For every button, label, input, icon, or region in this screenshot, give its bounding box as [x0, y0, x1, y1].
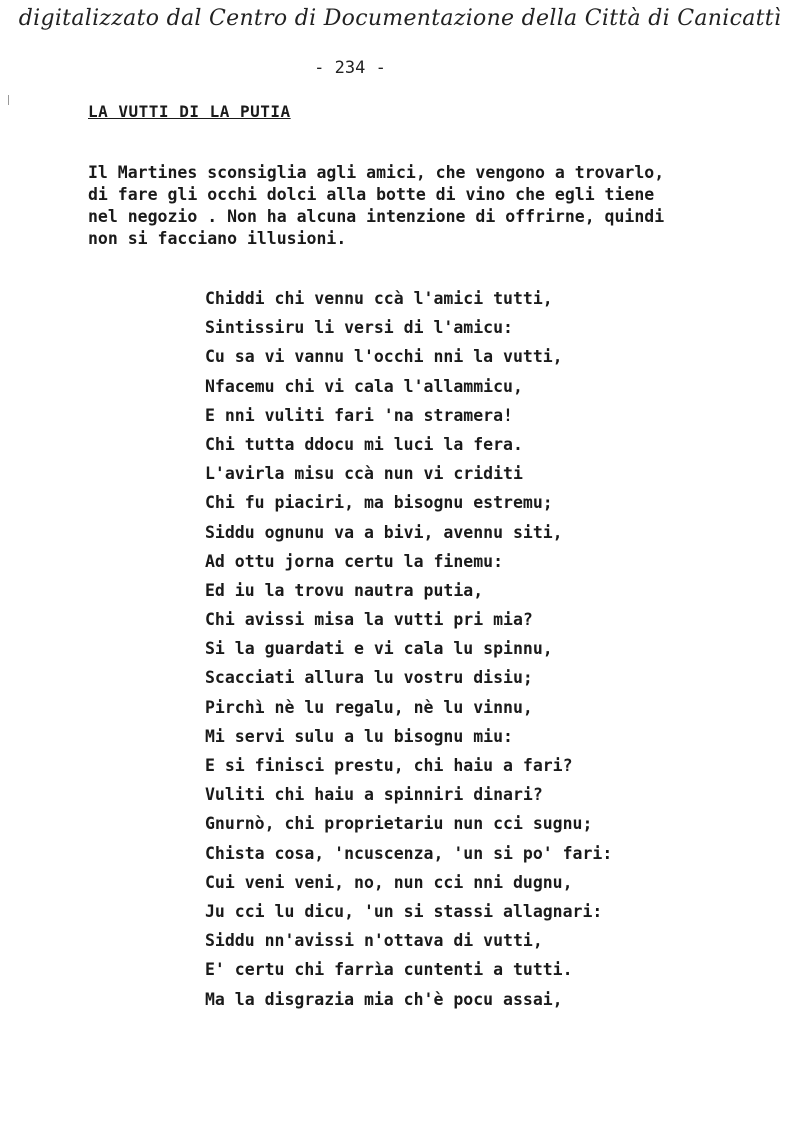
- poem-line: Chiddi chi vennu ccà l'amici tutti,: [205, 289, 553, 308]
- poem-line: Gnurnò, chi proprietariu nun cci sugnu;: [205, 814, 593, 834]
- poem-line: Siddu nn'avissi n'ottava di vutti,: [205, 931, 543, 951]
- poem-line: Vuliti chi haiu a spinniri dinari?: [205, 785, 543, 805]
- page-number: - 234 -: [314, 58, 386, 78]
- poem-line: Ma la disgrazia mia ch'è pocu assai,: [205, 989, 563, 1009]
- poem-line: Si la guardati e vi cala lu spinnu,: [205, 639, 553, 659]
- intro-line: di fare gli occhi dolci alla botte di vino che egli tiene: [88, 185, 655, 204]
- intro-paragraph: [88, 162, 728, 250]
- poem-line: E' certu chi farrìa cuntenti a tutti.: [205, 960, 573, 980]
- poem-line: Pirchì nè lu regalu, nè lu vinnu,: [205, 697, 533, 717]
- poem-line: Mi servi sulu a lu bisognu miu:: [205, 726, 513, 746]
- intro-line: Il Martines sconsiglia agli amici, che vengono a trovarlo,: [88, 163, 665, 182]
- poem-line: Nfacemu chi vi cala l'allammicu,: [205, 376, 523, 396]
- poem-line: Cui veni veni, no, nun cci nni dugnu,: [205, 872, 573, 892]
- poem-line: E nni vuliti fari 'na stramera!: [205, 405, 513, 425]
- poem-body: [205, 284, 705, 1014]
- poem-line: Chista cosa, 'ncuscenza, 'un si po' fari:: [205, 843, 613, 863]
- scan-margin-mark: [8, 95, 9, 105]
- poem-line: L'avirla misu ccà nun vi criditi: [205, 464, 523, 484]
- poem-line: Ad ottu jorna certu la finemu:: [205, 551, 504, 571]
- poem-line: Siddu ognunu va a bivi, avennu siti,: [205, 522, 563, 542]
- poem-line: Ed iu la trovu nautra putia,: [205, 580, 484, 600]
- poem-line: Cu sa vi vannu l'occhi nni la vutti,: [205, 347, 563, 367]
- poem-line: Chi tutta ddocu mi luci la fera.: [205, 434, 523, 454]
- poem-line: Scacciati allura lu vostru disiu;: [205, 668, 533, 688]
- poem-line: Ju cci lu dicu, 'un si stassi allagnari:: [205, 901, 603, 921]
- intro-line: nel negozio . Non ha alcuna intenzione di offrirne, quindi: [88, 207, 665, 226]
- intro-line: non si facciano illusioni.: [88, 229, 347, 248]
- poem-line: Chi avissi misa la vutti pri mia?: [205, 610, 533, 630]
- poem-line: E si finisci prestu, chi haiu a fari?: [205, 756, 573, 775]
- page-title: LA VUTTI DI LA PUTIA: [88, 102, 291, 121]
- poem-line: Sintissiru li versi di l'amicu:: [205, 318, 513, 338]
- poem-line: Chi fu piaciri, ma bisognu estremu;: [205, 493, 553, 513]
- digitization-watermark: digitalizzato dal Centro di Documentazione della Città di Canicattì: [18, 6, 782, 31]
